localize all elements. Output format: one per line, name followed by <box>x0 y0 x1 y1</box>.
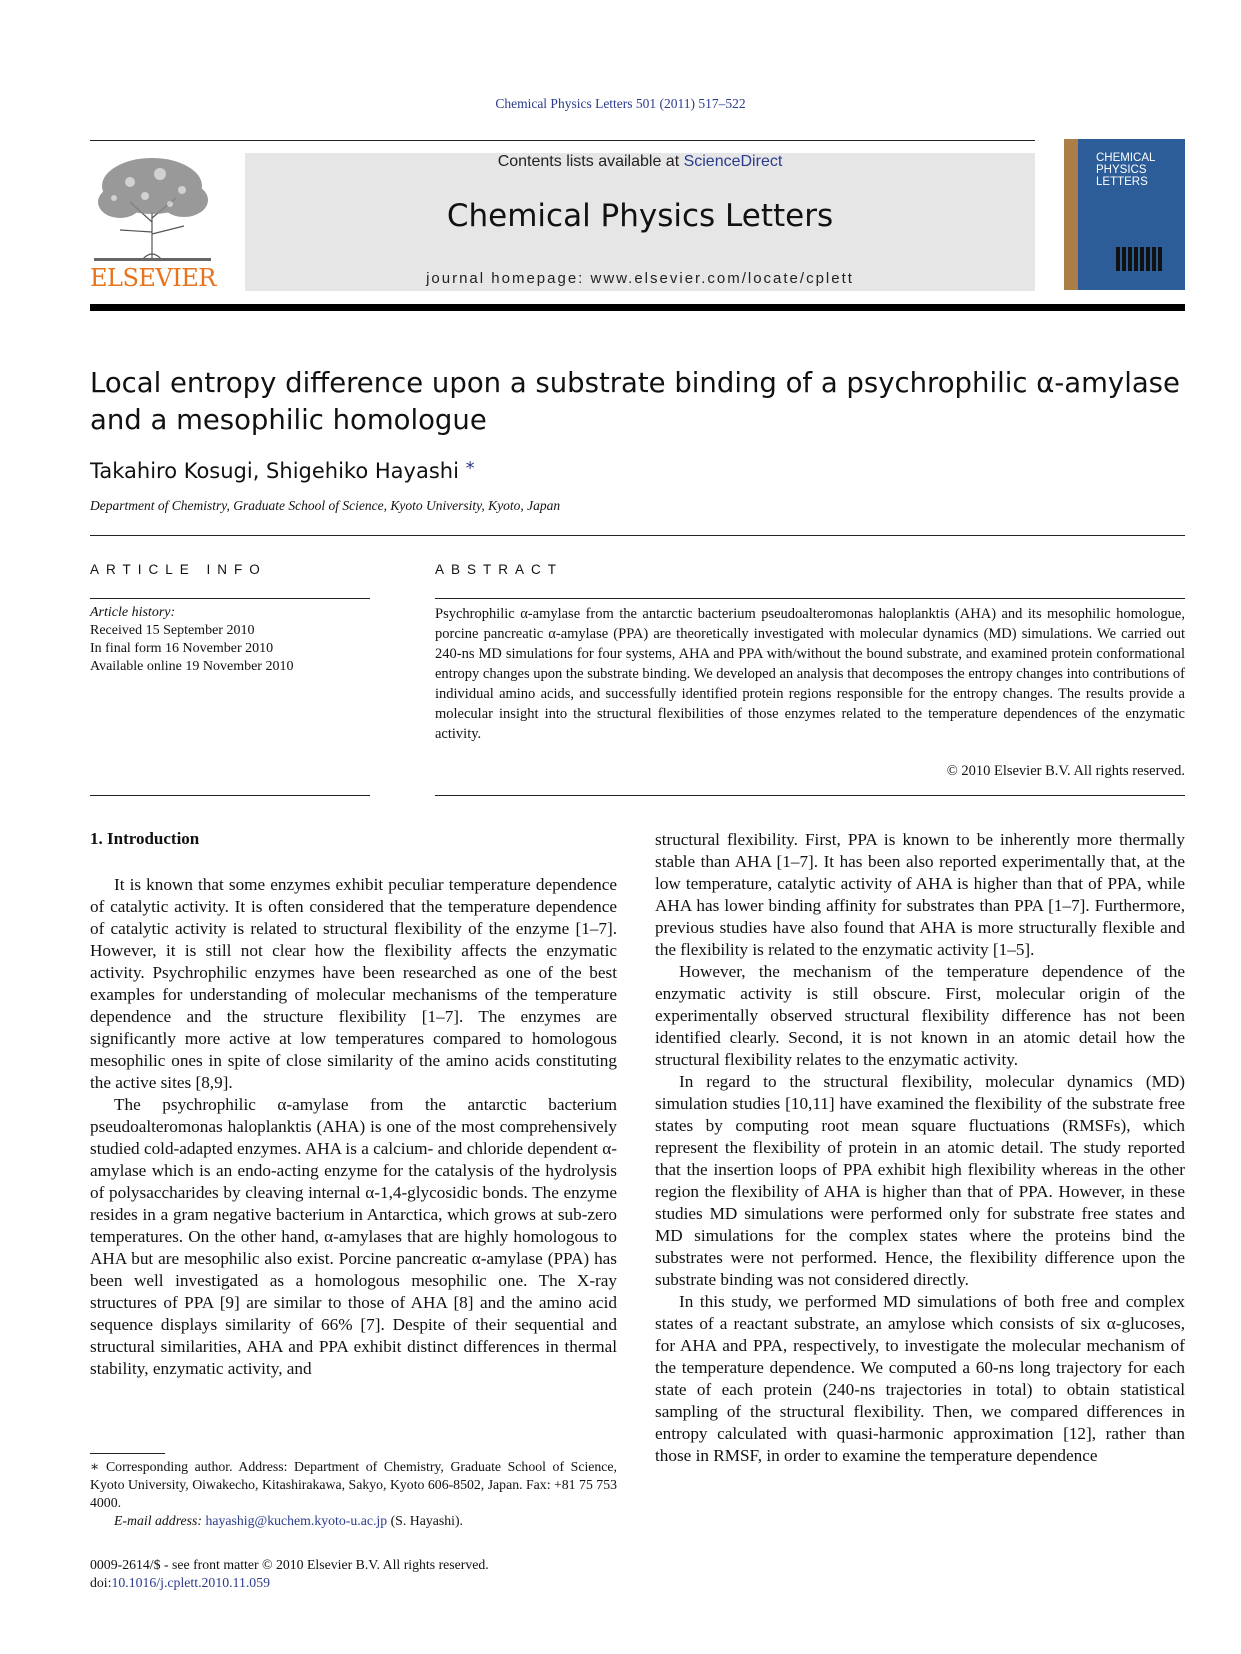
cover-title-line: LETTERS <box>1096 176 1148 188</box>
header-thick-rule <box>90 304 1185 311</box>
footnote <box>90 1458 617 1530</box>
cover-title-line: PHYSICS <box>1096 164 1147 176</box>
body-column-right <box>655 829 1185 1467</box>
doi-link[interactable]: 10.1016/j.cplett.2010.11.059 <box>111 1575 270 1590</box>
abstract-text: Psychrophilic α-amylase from the antarctic bacterium pseudoalteromonas haloplanktis (AHA) and its mesophilic homologue, porcine pancreatic α-amylase (PPA) are theoretically investigated with molecular dynamics (MD) simulations. We carried out 240-ns MD simulations for four systems, AHA and PPA with/without the bound substrate, and examined protein conformational entropy changes upon the substrate binding. We developed an analysis that decomposes the entropy changes into contributions of individual amino acids, and successfully identified protein regions responsible for the entropy changes. The results provide a molecular insight into the structural flexibilities of those enzymes related to the temperature dependences of the enzymatic activity. <box>435 606 1185 742</box>
article-info-label: ARTICLE INFO <box>90 562 267 577</box>
body-paragraph: The psychrophilic α-amylase from the antarctic bacterium pseudoalteromonas haloplanktis (AHA) is one of the most comprehensively studied cold-adapted enzymes. AHA is a calcium- and chloride dependent α-amylase which is an endo-acting enzyme for the catalysis of the hydrolysis of polysaccharides by cleaving internal α-1,4-glycosidic bonds. The enzyme resides in a gram negative bacterium in Antarctica, which grows at sub-zero temperatures. On the other hand, α-amylases that are highly homologous to AHA but are mesophilic also exist. Porcine pancreatic α-amylase (PPA) has been well investigated as a homologous mesophilic one. The X-ray structures of PPA [9] are similar to those of AHA [8] and the amino acid sequence displays similarity of 66% [7]. Despite of their sequential and structural similarities, AHA and PPA exhibit distinct differences in thermal stability, enzymatic activity, and <box>90 1095 617 1378</box>
email-suffix: (S. Hayashi). <box>387 1513 464 1528</box>
header-top-rule <box>90 140 1035 141</box>
cover-graphic <box>1116 247 1168 271</box>
email-label: E-mail address: <box>114 1513 206 1528</box>
journal-masthead <box>245 153 1035 291</box>
author-list <box>90 458 890 483</box>
online-date: Available online 19 November 2010 <box>90 659 294 674</box>
received-date: Received 15 September 2010 <box>90 623 255 638</box>
corresponding-author-note: ∗ Corresponding author. Address: Department of Chemistry, Graduate School of Science, Kyoto University, Oiwakecho, Kitashirakawa, Sakyo, Kyoto 606-8502, Japan. Fax: +81 75 753 4000. <box>90 1459 617 1510</box>
doi-line <box>90 1574 690 1592</box>
article-history <box>90 604 370 676</box>
body-paragraph: structural flexibility. First, PPA is known to be inherently more thermally stable than AHA [1–7]. It has been also reported experimentally that, at the low temperature, catalytic activity of AHA is higher than that of PPA, while AHA has lower binding affinity for substrates than PPA [1–7]. Furthermore, previous studies have also found that AHA is more structurally flexible and the flexibility is related to the enzymatic activity [1–5]. <box>655 830 1185 959</box>
abstract-label: ABSTRACT <box>435 562 564 577</box>
email-link[interactable]: hayashig@kuchem.kyoto-u.ac.jp <box>205 1513 388 1528</box>
final-form-date: In final form 16 November 2010 <box>90 641 274 656</box>
body-paragraph: In regard to the structural flexibility, molecular dynamics (MD) simulation studies [10,11] have examined the flexibility of the substrate free states by computing root mean square fluctuations (RMSFs), which represent the flexibility of protein in an atomic detail. The study reported that the insertion loops of PPA exhibit high flexibility whereas in the other region the flexibility of AHA is higher than that of PPA. However, in these studies MD simulations were performed only for substrate free states and MD simulations for the complex states where the proteins bind the substrates were not performed. Hence, the flexibility difference upon the substrate binding was not considered directly. <box>655 1072 1185 1289</box>
journal-cover-image <box>1064 139 1185 290</box>
tree-icon <box>90 152 215 264</box>
copyright-notice: © 2010 Elsevier B.V. All rights reserved. <box>946 763 1185 779</box>
issn-line: 0009-2614/$ - see front matter © 2010 Elsevier B.V. All rights reserved. <box>90 1557 489 1572</box>
front-matter <box>90 1556 690 1592</box>
info-rule-bottom <box>90 795 370 796</box>
history-heading: Article history: <box>90 605 176 620</box>
sciencedirect-link[interactable]: ScienceDirect <box>683 153 783 170</box>
abstract-rule <box>435 598 1185 599</box>
elsevier-wordmark: ELSEVIER <box>90 264 216 292</box>
cover-title-line: CHEMICAL <box>1096 152 1156 164</box>
cover-band <box>1064 139 1078 290</box>
info-rule <box>90 598 370 599</box>
email-line <box>90 1512 617 1530</box>
contents-prefix: Contents lists available at <box>497 153 684 170</box>
contents-line <box>245 153 1035 171</box>
body-column-left <box>90 874 617 1380</box>
body-paragraph: It is known that some enzymes exhibit peculiar temperature dependence of catalytic activity. It is often considered that the temperature dependence of catalytic activity is related to structural flexibility of the enzyme [1–7]. However, it is still not clear how the flexibility affects the enzymatic activity. Psychrophilic enzymes have been researched as one of the best examples for understanding of molecular mechanisms of the temperature dependence and the structure flexibility [1–7]. The enzymes are significantly more active at low temperatures compared to homologous mesophilic ones in spite of close similarity of the amino acids constituting the active sites [8,9]. <box>90 875 617 1092</box>
cover-title <box>1096 152 1155 188</box>
body-paragraph: In this study, we performed MD simulations of both free and complex states of a reactant substrate, an amylose which consists of six α-glucoses, for AHA and PPA, respectively, to investigate the molecular mechanism of the temperature dependence. We computed a 60-ns long trajectory for each state of each protein (240-ns trajectories in total) to obtain statistical sampling of the structural flexibility. Then, we compared differences in entropy calculated with quasi-harmonic approximation [12], rather than those in RMSF, in order to examine the temperature dependence <box>655 1292 1185 1465</box>
article-title: Local entropy difference upon a substrate binding of a psychrophilic α-amylase and a mesophilic homologue <box>90 367 1180 436</box>
abstract-rule-bottom <box>435 795 1185 796</box>
corresponding-author-mark[interactable]: * <box>465 458 475 479</box>
affiliation: Department of Chemistry, Graduate School of Science, Kyoto University, Kyoto, Japan <box>90 498 561 513</box>
journal-homepage[interactable]: journal homepage: www.elsevier.com/locate/cplett <box>426 270 854 287</box>
body-paragraph: However, the mechanism of the temperature dependence of the enzymatic activity is still obscure. First, molecular origin of the experimentally observed structural flexibility difference has not been identified clearly. Second, it is not known in an atomic detail how the structural flexibility relates to the enzymatic activity. <box>655 962 1185 1069</box>
section-heading: 1. Introduction <box>90 829 200 848</box>
authors-text: Takahiro Kosugi, Shigehiko Hayashi <box>90 459 459 483</box>
title-rule <box>90 535 1185 536</box>
journal-reference[interactable]: Chemical Physics Letters 501 (2011) 517–522 <box>495 96 746 111</box>
footnote-rule <box>90 1453 165 1454</box>
journal-name: Chemical Physics Letters <box>446 198 834 234</box>
doi-prefix: doi: <box>90 1575 112 1590</box>
elsevier-logo <box>90 152 215 292</box>
